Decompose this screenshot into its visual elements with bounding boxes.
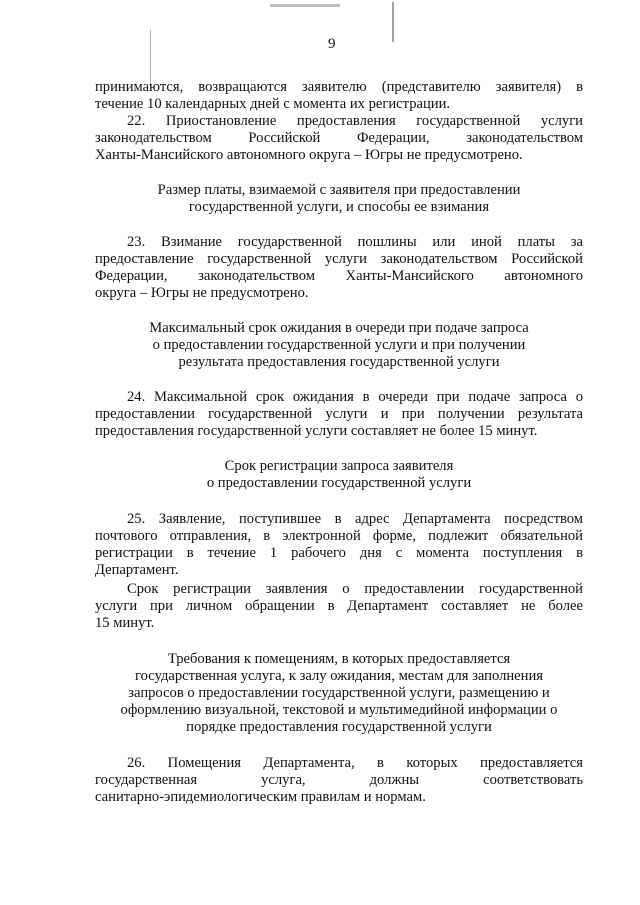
text-line: законодательством Российской Федерации, законодательством (95, 130, 583, 146)
text-line: 15 минут. (95, 615, 155, 631)
text-line: 25. Заявление, поступившее в адрес Департамента посредством (127, 511, 583, 527)
text-line: услуги при личном обращении в Департамент составляет не более (95, 598, 583, 614)
section-heading: Требования к помещениям, в которых предоставляется (167, 651, 511, 667)
text-line: предоставлении государственной услуги и при получении результата (95, 406, 583, 422)
text-line: предоставления государственной услуги составляет не более 15 минут. (95, 423, 538, 439)
scan-artifact (392, 2, 394, 42)
section-heading: результата предоставления государственной услуги (178, 354, 500, 370)
text-line: 23. Взимание государственной пошлины или иной платы за (127, 234, 583, 250)
text-line: округа – Югры не предусмотрено. (95, 285, 309, 301)
text-line: 24. Максимальной срок ожидания в очереди при подаче запроса о (127, 389, 583, 405)
section-heading: Максимальный срок ожидания в очереди при подаче запроса (149, 320, 529, 336)
text-line: Ханты-Мансийского автономного округа – Югры не предусмотрено. (95, 147, 523, 163)
section-heading: государственная услуга, к залу ожидания, местам для заполнения (135, 668, 543, 684)
text-line: принимаются, возвращаются заявителю (представителю заявителя) в (95, 79, 583, 95)
text-line: предоставление государственной услуги законодательством Российской (95, 251, 583, 267)
text-line: 26. Помещения Департамента, в которых предоставляется (127, 755, 583, 771)
section-heading: порядке предоставления государственной услуги (186, 719, 492, 735)
text-line: 22. Приостановление предоставления государственной услуги (127, 113, 583, 129)
section-heading: о предоставлении государственной услуги и при получении (152, 337, 526, 353)
section-heading: Размер платы, взимаемой с заявителя при предоставлении (157, 182, 521, 198)
page-number: 9 (328, 36, 336, 52)
section-heading: Срок регистрации запроса заявителя (224, 458, 454, 474)
text-line: регистрации в течение 1 рабочего дня с момента поступления в (95, 545, 583, 561)
section-heading: запросов о предоставлении государственной услуги, размещению и (128, 685, 550, 701)
text-line: Федерации, законодательством Ханты-Мансийского автономного (95, 268, 583, 284)
section-heading: о предоставлении государственной услуги (206, 475, 472, 491)
text-line: течение 10 календарных дней с момента их регистрации. (95, 96, 451, 112)
section-heading: государственной услуги, и способы ее взимания (188, 199, 490, 215)
scan-artifact (270, 4, 340, 7)
text-line: Срок регистрации заявления о предоставлении государственной (127, 581, 583, 597)
text-line: почтового отправления, в электронной форме, подлежит обязательной (95, 528, 583, 544)
text-line: санитарно-эпидемиологическим правилам и нормам. (95, 789, 426, 805)
section-heading: оформлению визуальной, текстовой и мультимедийной информации о (120, 702, 558, 718)
text-line: государственная услуга, должны соответствовать (95, 772, 583, 788)
text-line: Департамент. (95, 562, 179, 578)
